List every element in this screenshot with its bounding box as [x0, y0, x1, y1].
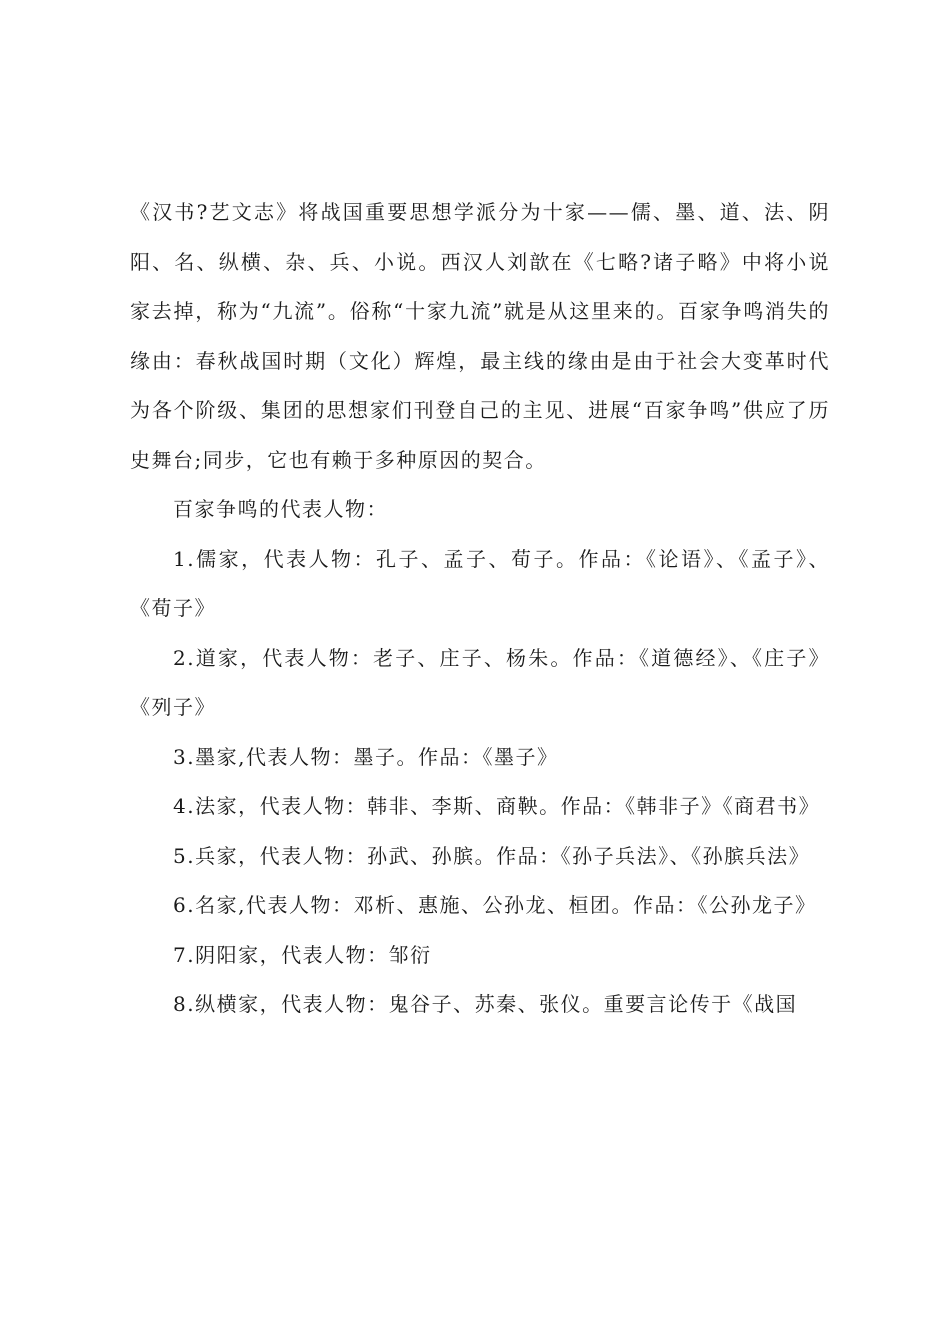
list-item-mohism: 3.墨家,代表人物：墨子。作品：《墨子》 [173, 744, 559, 769]
intro-paragraph: 《汉书?艺文志》将战国重要思想学派分为十家——儒、墨、道、法、阴阳、名、纵横、杂、兵、小说。西汉人刘歆在《七略?诸子略》中将小说家去掉，称为“九流”。俗称“十家九流”就是从这里来的。百家争鸣消失的缘由：春秋战国时期（文化）辉煌，最主线的缘由是由于社会大变革时代为各个阶级、集团的思想家们刊登自己的主见、进展“百家争鸣”供应了历史舞台;同步，它也有赖于多种原因的契合。 [130, 200, 830, 472]
list-item-confucianism: 1.儒家，代表人物：孔子、孟子、荀子。作品：《论语》、《孟子》、《荀子》 [130, 546, 830, 620]
list-item-taoism: 2.道家，代表人物：老子、庄子、杨朱。作品：《道德经》、《庄子》《列子》 [130, 645, 830, 719]
section-heading: 百家争鸣的代表人物： [173, 497, 388, 521]
list-item-yinyang: 7.阴阳家，代表人物：邹衍 [173, 942, 432, 967]
list-item-logicians: 6.名家,代表人物：邓析、惠施、公孙龙、桓团。作品：《公孙龙子》 [173, 893, 817, 917]
list-item-military: 5.兵家，代表人物：孙武、孙膑。作品：《孙子兵法》、《孙膑兵法》 [173, 843, 811, 868]
document-body [130, 188, 830, 1030]
list-item-diplomatists: 8.纵横家，代表人物：鬼谷子、苏秦、张仪。重要言论传于《战国 [173, 992, 798, 1016]
list-item-legalism: 4.法家，代表人物：韩非、李斯、商鞅。作品：《韩非子》《商君书》 [173, 794, 821, 818]
